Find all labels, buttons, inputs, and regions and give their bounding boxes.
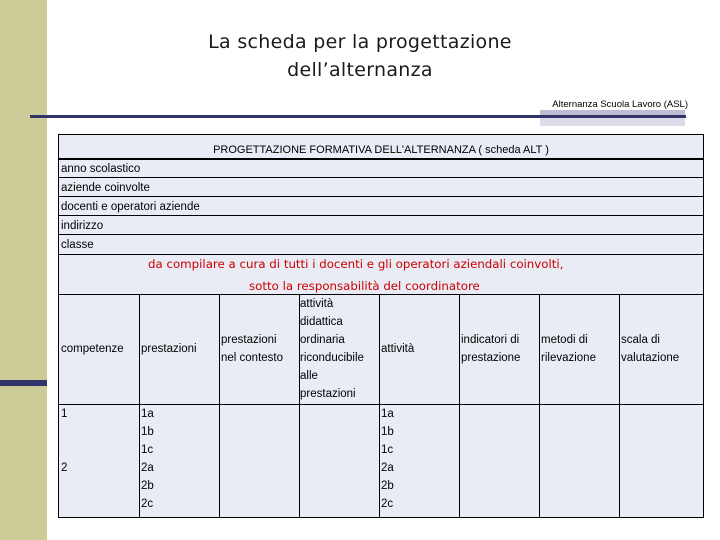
col-header-attivita-didattica-3: ordinaria: [300, 334, 345, 346]
col-divider: [379, 294, 380, 517]
note-divider: [59, 294, 703, 295]
col-header-metodi-2: rilevazione: [541, 352, 596, 364]
col-header-scala-2: valutazione: [621, 352, 680, 364]
field-classe[interactable]: classe: [59, 236, 703, 255]
row-4-competenza[interactable]: 2: [61, 462, 68, 474]
slide-title: [160, 28, 560, 84]
col-header-competenze: competenze: [61, 343, 124, 355]
col-header-prestazioni-contesto-2: nel contesto: [221, 352, 284, 364]
row-1-competenza[interactable]: 1: [61, 408, 68, 420]
table-heading: PROGETTAZIONE FORMATIVA DELL'ALTERNANZA ( scheda ALT ): [59, 141, 703, 159]
row-1-attivita[interactable]: 1a: [381, 408, 394, 420]
col-divider: [619, 294, 620, 517]
row-5-attivita[interactable]: 2b: [381, 480, 394, 492]
instruction-note-line1: da compilare a cura di tutti i docenti e gli operatori aziendali coinvolti,: [148, 257, 564, 271]
col-divider: [539, 294, 540, 517]
field-indirizzo[interactable]: indirizzo: [59, 217, 703, 235]
col-header-prestazioni-contesto-1: prestazioni: [221, 334, 277, 346]
alt-form-table: [58, 134, 704, 518]
row-6-prestazione[interactable]: 2c: [141, 498, 154, 510]
row-2-attivita[interactable]: 1b: [381, 426, 394, 438]
slide-subtitle: Alternanza Scuola Lavoro (ASL): [552, 99, 688, 110]
col-header-prestazioni: prestazioni: [141, 343, 197, 355]
col-header-attivita-didattica-6: prestazioni: [300, 388, 356, 400]
row-2-prestazione[interactable]: 1b: [141, 426, 154, 438]
col-header-metodi-1: metodi di: [541, 334, 588, 346]
slide-title-line1: La scheda per la progettazione: [208, 31, 512, 53]
row-6-attivita[interactable]: 2c: [381, 498, 394, 510]
row-5-prestazione[interactable]: 2b: [141, 480, 154, 492]
col-divider: [459, 294, 460, 517]
row-4-prestazione[interactable]: 2a: [141, 462, 154, 474]
col-divider: [139, 294, 140, 517]
row-3-attivita[interactable]: 1c: [381, 444, 394, 456]
col-header-indicatori-2: prestazione: [461, 352, 521, 364]
col-header-scala-1: scala di: [621, 334, 660, 346]
col-header-attivita: attività: [381, 343, 415, 355]
instruction-note-line2: sotto la responsabilità del coordinatore: [249, 279, 480, 293]
slide-title-line2: dell’alternanza: [287, 59, 433, 81]
col-header-attivita-didattica-1: attività: [300, 298, 334, 310]
sidebar-accent-bar: [0, 380, 47, 386]
header-rule: [30, 115, 686, 118]
field-aziende-coinvolte[interactable]: aziende coinvolte: [59, 179, 703, 197]
field-docenti-operatori[interactable]: docenti e operatori aziende: [59, 198, 703, 216]
col-header-indicatori-1: indicatori di: [461, 334, 520, 346]
slide-sidebar: [0, 0, 47, 540]
col-header-attivita-didattica-2: didattica: [300, 316, 343, 328]
header-accent-block-light: [540, 118, 685, 126]
col-header-attivita-didattica-4: riconducibile: [300, 352, 364, 364]
row-1-prestazione[interactable]: 1a: [141, 408, 154, 420]
row-4-attivita[interactable]: 2a: [381, 462, 394, 474]
col-divider: [219, 294, 220, 517]
row-3-prestazione[interactable]: 1c: [141, 444, 154, 456]
field-anno-scolastico[interactable]: anno scolastico: [59, 160, 703, 178]
col-header-attivita-didattica-5: alle: [300, 370, 318, 382]
